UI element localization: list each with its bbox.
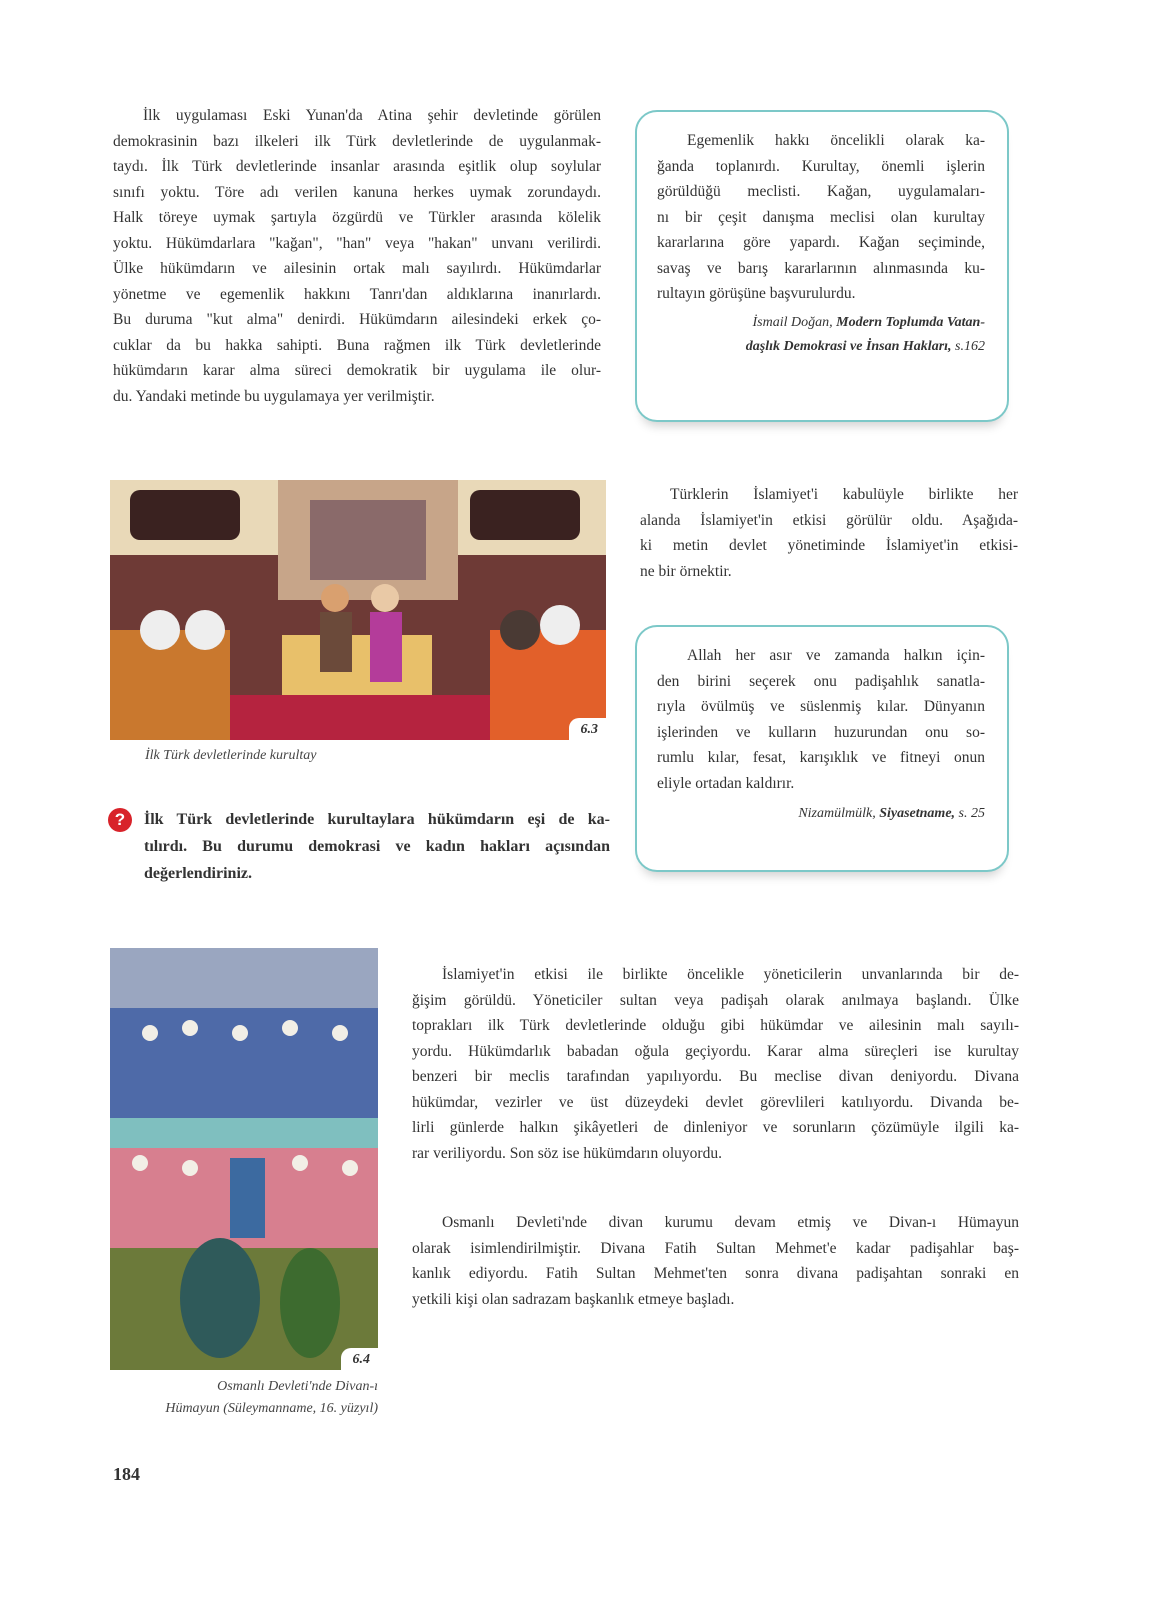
intro-paragraph [113, 103, 601, 409]
kurultay-image [110, 480, 606, 740]
text-line: kanlık ediyordu. Fatih Sultan Mehmet'ten sonra divana padişahtan sonraki en [412, 1265, 1019, 1282]
text-line: tılırdı. Bu durumu demokrasi ve kadın hakları açısından [144, 838, 610, 855]
text-line: olarak isimlendirilmiştir. Divana Fatih Sultan Mehmet'e kadar padişahlar baş- [412, 1239, 1019, 1257]
caption-line: Hümayun (Süleymanname, 16. yüzyıl) [165, 1401, 378, 1416]
source-author: Nizamülmülk, [798, 806, 876, 821]
source-page: s.162 [955, 338, 985, 354]
quote-text [657, 643, 985, 796]
source-page: s. 25 [958, 806, 985, 821]
quote-box-siyasetname [635, 625, 1009, 872]
source-author: İsmail Doğan, [752, 314, 833, 330]
text-line: taydı. İlk Türk devletlerinde insanlar arasında eşitlik olup soylular [113, 158, 601, 175]
figure-divan-miniature [110, 948, 378, 1370]
text-line: rıyla övülmüş ve süslenmiş kılar. Dünyanın [657, 698, 985, 715]
text-line: görüldüğü meclisti. Kağan, uygulamaları- [657, 183, 985, 200]
text-line: du. Yandaki metinde bu uygulamaya yer verilmiştir. [113, 387, 435, 405]
text-line: yordu. Hükümdarlık babadan oğula geçiyordu. Karar alma süreçleri ise kurultay [412, 1042, 1019, 1060]
figure-kurultay-illustration [110, 480, 606, 740]
text-line: savaş ve barış kararlarının alınmasında ku- [657, 259, 985, 277]
figure-number: 6.3 [569, 718, 607, 740]
text-line: yönetme ve egemenlik hakkını Tanrı'dan aldıklarına inanırlardı. [113, 285, 601, 303]
text-line: değerlendiriniz. [144, 865, 252, 882]
quote-source [657, 802, 985, 826]
text-line: rumlu kılar, fesat, karışıklık ve fitneyi onun [657, 749, 985, 766]
text-line: İlk Türk devletlerinde kurultaylara hükümdarın eşi de ka- [144, 811, 610, 828]
text-line: alanda İslamiyet'in etkisi görülür oldu. Aşağıda- [640, 511, 1018, 529]
text-line: Ülke hükümdarın ve ailesinin ortak malı sayılırdı. Hükümdarlar [113, 260, 601, 277]
text-line: ğişim görüldü. Yöneticiler sultan veya padişah olarak anılmaya başlandı. Ülke [412, 991, 1019, 1009]
text-line: lirli günlerde halkın şikâyetleri de dinleniyor ve sorunların çözümüyle ilgili ka- [412, 1119, 1019, 1136]
text-line: sınıfı yoktu. Töre adı verilen kanuna herkes uymak zorundaydı. [113, 183, 601, 201]
figure-caption: İlk Türk devletlerinde kurultay [145, 748, 317, 763]
text-line: toprakları ilk Türk devletlerinde olduğu gibi hükümdar ve ailesinin malı sayılı- [412, 1017, 1019, 1034]
text-line: nı bir çeşit danışma meclisi olan kurultay [657, 208, 985, 226]
text-line: İlk uygulaması Eski Yunan'da Atina şehir devletinde görülen [143, 107, 601, 124]
figure-number: 6.4 [341, 1348, 379, 1370]
text-line: rultayın görüşüne başvurulurdu. [657, 285, 856, 302]
text-line: Allah her asır ve zamanda halkın için- [687, 647, 985, 664]
divan-paragraph-1 [412, 962, 1019, 1166]
text-line: Bu duruma "kut alma" denirdi. Hükümdarın ailesindeki erkek ço- [113, 311, 601, 328]
question-icon: ? [108, 808, 132, 832]
page-number: 184 [113, 1464, 140, 1484]
caption-line: Osmanlı Devleti'nde Divan-ı [217, 1379, 378, 1394]
source-work: Siyasetname, [879, 806, 956, 821]
text-line: yoktu. Hükümdarlara "kağan", "han" veya "hakan" unvanı verilirdi. [113, 234, 601, 252]
islam-paragraph [640, 482, 1018, 584]
text-line: İslamiyet'in etkisi ile birlikte öncelikle yöneticilerin unvanlarında bir de- [442, 966, 1019, 983]
text-line: ne bir örnektir. [640, 562, 732, 580]
divan-image [110, 948, 378, 1370]
text-line: yetkili kişi olan sadrazam başkanlık etmeye başladı. [412, 1290, 735, 1308]
text-line: Egemenlik hakkı öncelikli olarak ka- [687, 132, 985, 149]
text-line: cuklar da bu hakka sahipti. Buna rağmen ilk Türk devletlerinde [113, 336, 601, 354]
text-line: demokrasinin bazı ilkeleri ilk Türk devletlerinde de uygulanmak- [113, 132, 601, 150]
text-line: hükümdar, vezirler ve üst düzeydeki devlet görevlileri katılıyordu. Divanda be- [412, 1093, 1019, 1111]
figure-caption [110, 1376, 378, 1420]
text-line: den birini seçerek onu padişahlık sanatla- [657, 672, 985, 690]
source-work-cont: daşlık Demokrasi ve İnsan Hakları, [745, 338, 952, 354]
text-line: hükümdarın karar alma süreci demokratik bir uygulama ile olur- [113, 362, 601, 379]
text-line: benzeri bir meclis tarafından yapılıyordu. Bu meclise divan deniyordu. Divana [412, 1068, 1019, 1085]
text-line: işlerinden ve kulların huzurundan onu so- [657, 723, 985, 741]
text-line: rar veriliyordu. Son söz ise hükümdarın oluyordu. [412, 1144, 722, 1162]
source-work: Modern Toplumda Vatan- [836, 314, 985, 330]
question-text [144, 806, 610, 887]
quote-source [657, 311, 985, 359]
text-line: eliyle ortadan kaldırır. [657, 774, 795, 792]
quote-text [657, 128, 985, 307]
text-line: Osmanlı Devleti'nde divan kurumu devam etmiş ve Divan-ı Hümayun [442, 1214, 1019, 1231]
text-line: ki metin devlet yönetiminde İslamiyet'in etkisi- [640, 537, 1018, 554]
text-line: kararlarına göre yapardı. Kağan seçiminde, [657, 234, 985, 251]
text-line: Halk töreye uymak şartıyla özgürdü ve Türkler arasında kölelik [113, 209, 601, 226]
divan-paragraph-2 [412, 1210, 1019, 1312]
text-line: Türklerin İslamiyet'i kabulüyle birlikte her [670, 486, 1018, 503]
quote-box-kurultay [635, 110, 1009, 422]
text-line: ğanda toplanırdı. Kurultay, önemli işlerin [657, 157, 985, 175]
